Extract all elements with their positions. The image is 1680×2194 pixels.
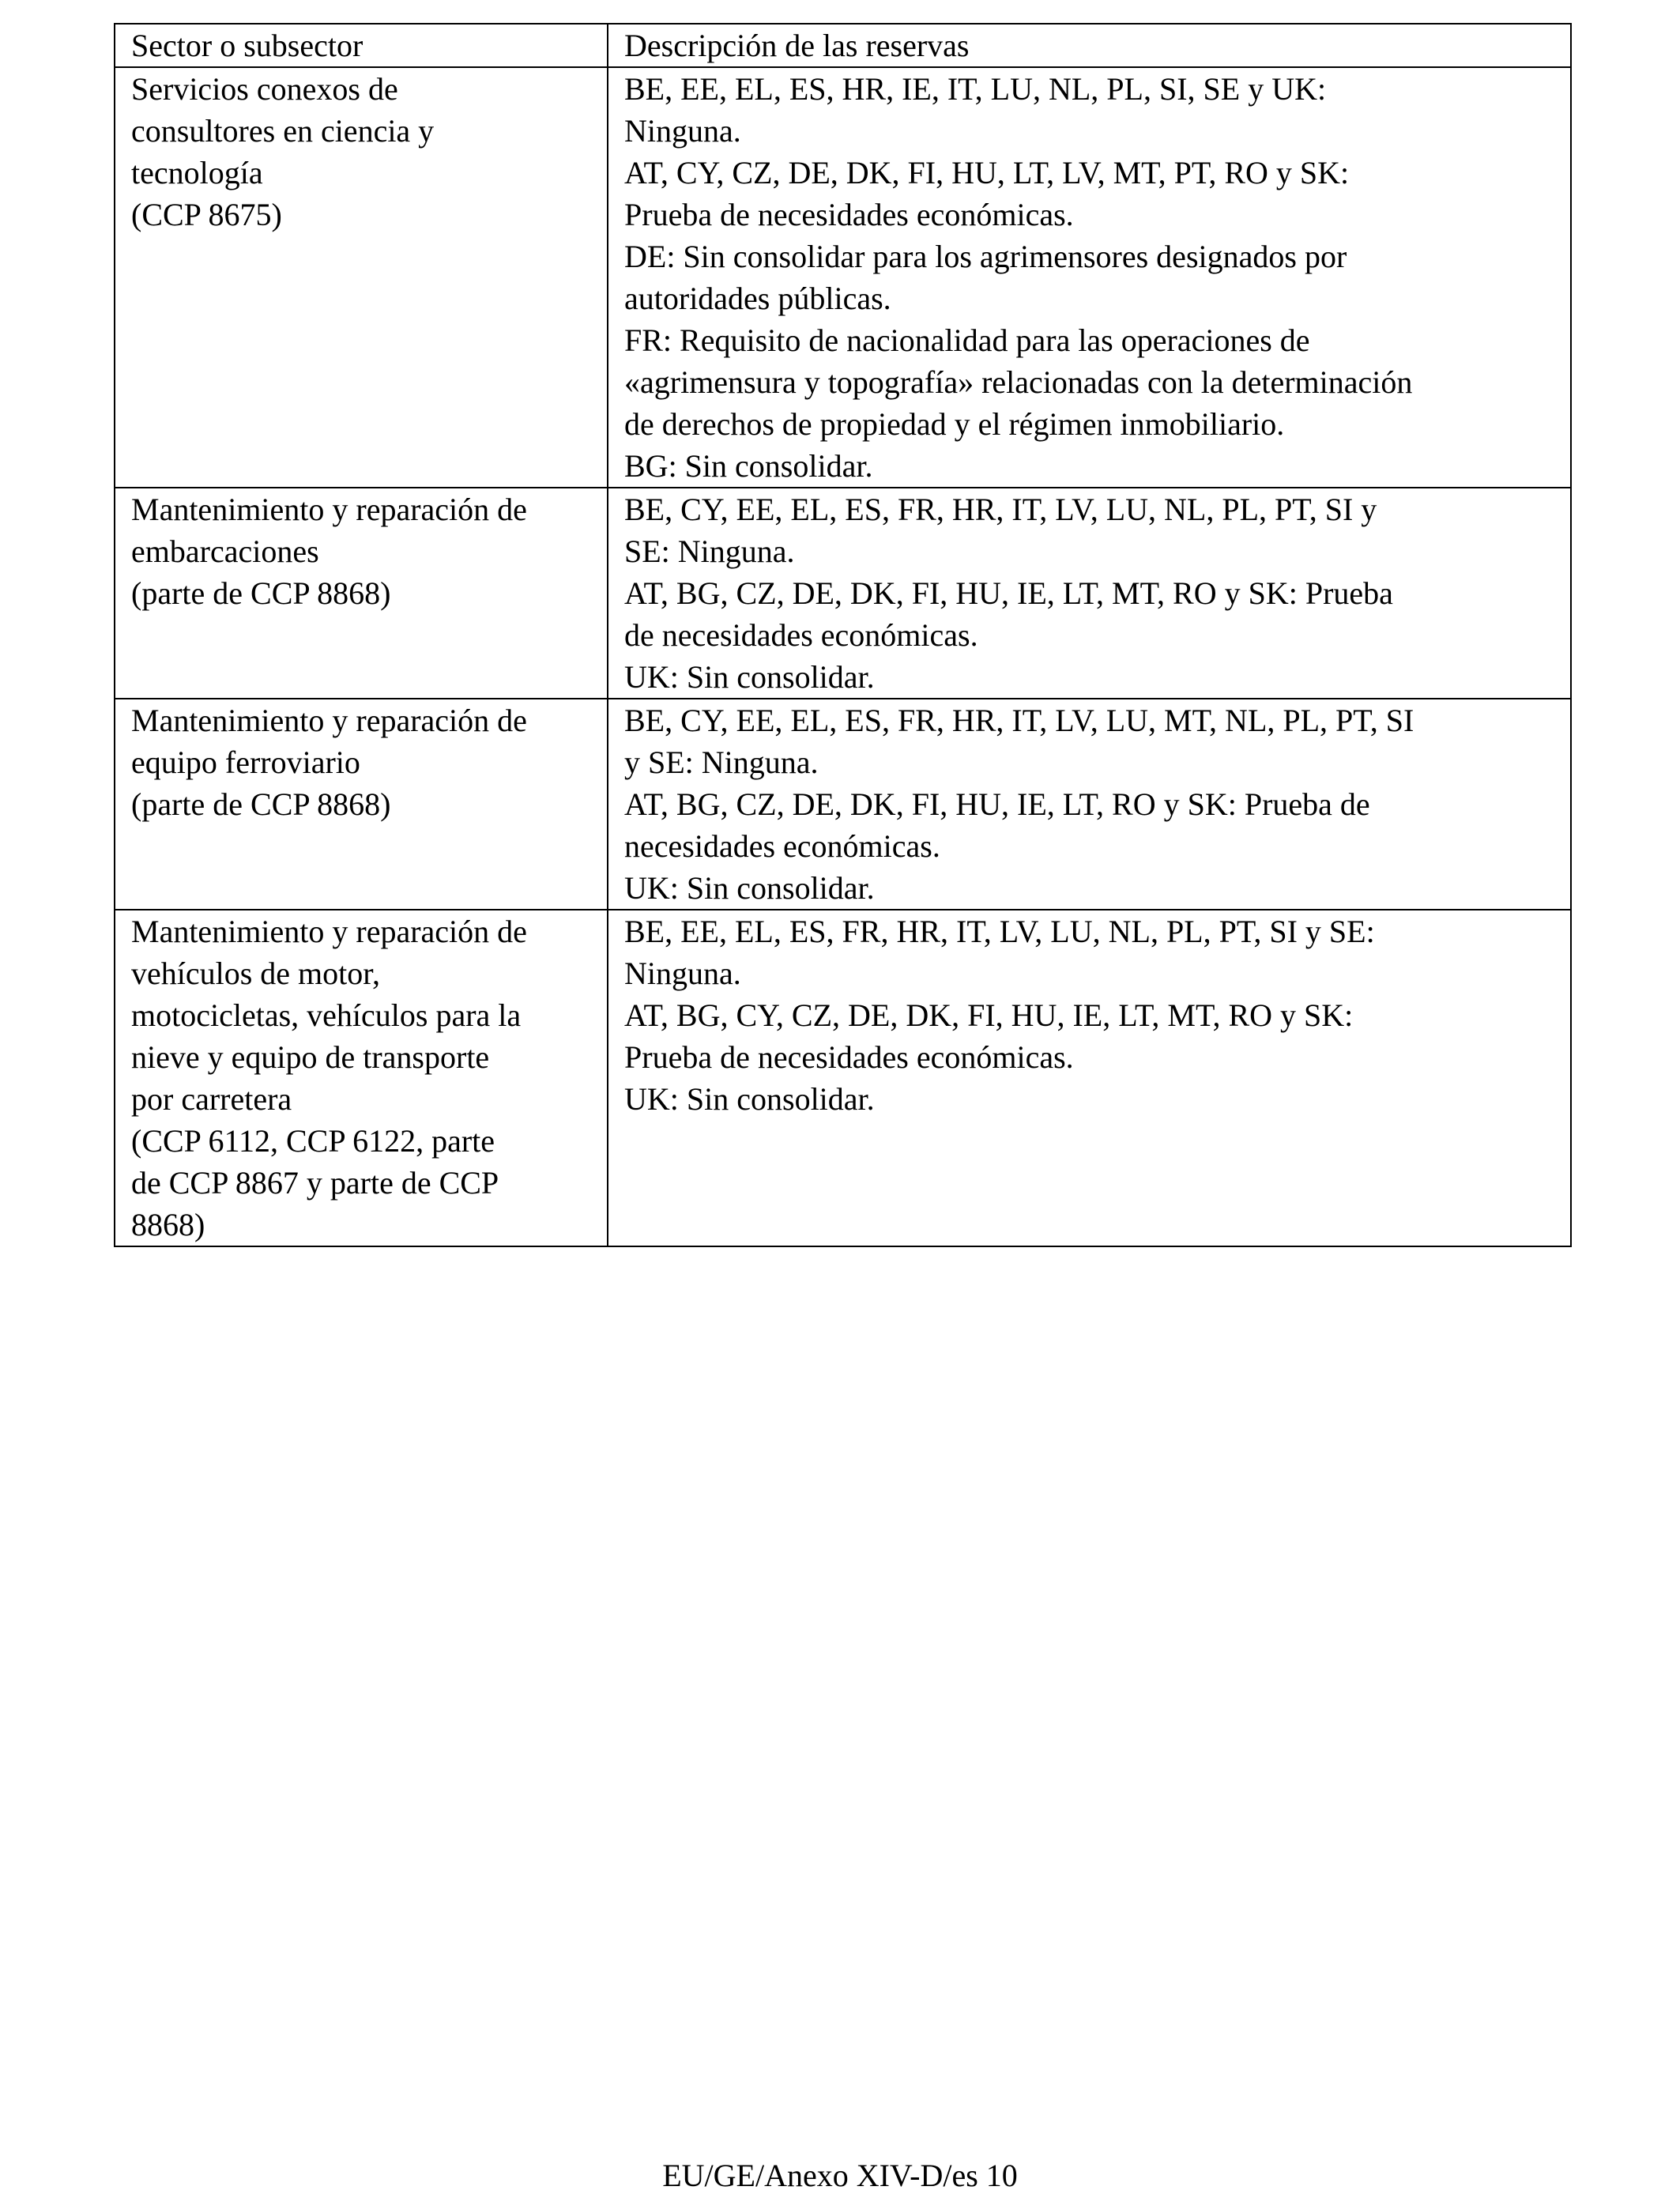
sector-text-line: (parte de CCP 8868) (131, 575, 391, 611)
sector-text-line: motocicletas, vehículos para la (131, 997, 522, 1033)
description-text-line: de necesidades económicas. (624, 617, 978, 653)
header-description: Descripción de las reservas (608, 24, 1571, 67)
header-sector: Sector o subsector (115, 24, 608, 67)
page-footer-reference: EU/GE/Anexo XIV-D/es 10 (662, 2158, 1018, 2193)
sector-text-line: (CCP 6112, CCP 6122, parte (131, 1123, 495, 1159)
sector-text-line: (CCP 8675) (131, 197, 282, 232)
sector-cell (115, 699, 608, 910)
sector-text-line: consultores en ciencia y (131, 113, 435, 149)
description-text-line: AT, BG, CZ, DE, DK, FI, HU, IE, LT, MT, RO y SK: Prueba (624, 575, 1393, 611)
description-text-line: Ninguna. (624, 956, 741, 991)
reservations-table (114, 23, 1572, 1247)
sector-text-line: embarcaciones (131, 533, 319, 569)
description-text-line: UK: Sin consolidar. (624, 870, 875, 906)
description-text-line: autoridades públicas. (624, 281, 891, 316)
description-text-line: FR: Requisito de nacionalidad para las operaciones de (624, 322, 1310, 358)
table-row (115, 699, 1571, 910)
sector-text-line: equipo ferroviario (131, 745, 360, 780)
description-text-line: Prueba de necesidades económicas. (624, 197, 1074, 232)
table-body (115, 67, 1571, 1246)
description-text-line: de derechos de propiedad y el régimen inmobiliario. (624, 406, 1285, 442)
sector-text-line: nieve y equipo de transporte (131, 1039, 490, 1075)
description-text-line: AT, BG, CZ, DE, DK, FI, HU, IE, LT, RO y SK: Prueba de (624, 786, 1370, 822)
description-text-line: BG: Sin consolidar. (624, 448, 873, 484)
sector-text-line: Mantenimiento y reparación de (131, 703, 527, 738)
description-cell (608, 488, 1571, 699)
description-text-line: Ninguna. (624, 113, 741, 149)
table-row (115, 488, 1571, 699)
description-text-line: AT, CY, CZ, DE, DK, FI, HU, LT, LV, MT, PT, RO y SK: (624, 155, 1350, 190)
sector-text-line: Mantenimiento y reparación de (131, 914, 527, 949)
description-cell (608, 910, 1571, 1246)
sector-text-line: (parte de CCP 8868) (131, 786, 391, 822)
sector-text-line: de CCP 8867 y parte de CCP (131, 1165, 499, 1201)
sector-text-line: tecnología (131, 155, 263, 190)
sector-cell (115, 67, 608, 488)
sector-text-line: Servicios conexos de (131, 71, 398, 107)
description-text-line: UK: Sin consolidar. (624, 1081, 875, 1117)
description-text-line: Prueba de necesidades económicas. (624, 1039, 1074, 1075)
description-cell (608, 699, 1571, 910)
description-text-line: BE, EE, EL, ES, FR, HR, IT, LV, LU, NL, PL, PT, SI y SE: (624, 914, 1375, 949)
description-text-line: «agrimensura y topografía» relacionadas con la determinación (624, 364, 1413, 400)
description-text-line: BE, CY, EE, EL, ES, FR, HR, IT, LV, LU, MT, NL, PL, PT, SI (624, 703, 1414, 738)
description-text-line: AT, BG, CY, CZ, DE, DK, FI, HU, IE, LT, MT, RO y SK: (624, 997, 1354, 1033)
sector-cell (115, 488, 608, 699)
table-row (115, 67, 1571, 488)
sector-text-line: por carretera (131, 1081, 292, 1117)
description-text-line: BE, CY, EE, EL, ES, FR, HR, IT, LV, LU, NL, PL, PT, SI y (624, 492, 1377, 527)
description-text-line: SE: Ninguna. (624, 533, 795, 569)
description-text-line: y SE: Ninguna. (624, 745, 819, 780)
table-header-row (115, 24, 1571, 67)
sector-text-line: vehículos de motor, (131, 956, 380, 991)
description-cell (608, 67, 1571, 488)
description-text-line: UK: Sin consolidar. (624, 659, 875, 695)
description-text-line: DE: Sin consolidar para los agrimensores designados por (624, 239, 1347, 274)
sector-text-line: 8868) (131, 1207, 205, 1242)
description-text-line: BE, EE, EL, ES, HR, IE, IT, LU, NL, PL, SI, SE y UK: (624, 71, 1327, 107)
description-text-line: necesidades económicas. (624, 828, 940, 864)
sector-cell (115, 910, 608, 1246)
table-row (115, 910, 1571, 1246)
sector-text-line: Mantenimiento y reparación de (131, 492, 527, 527)
